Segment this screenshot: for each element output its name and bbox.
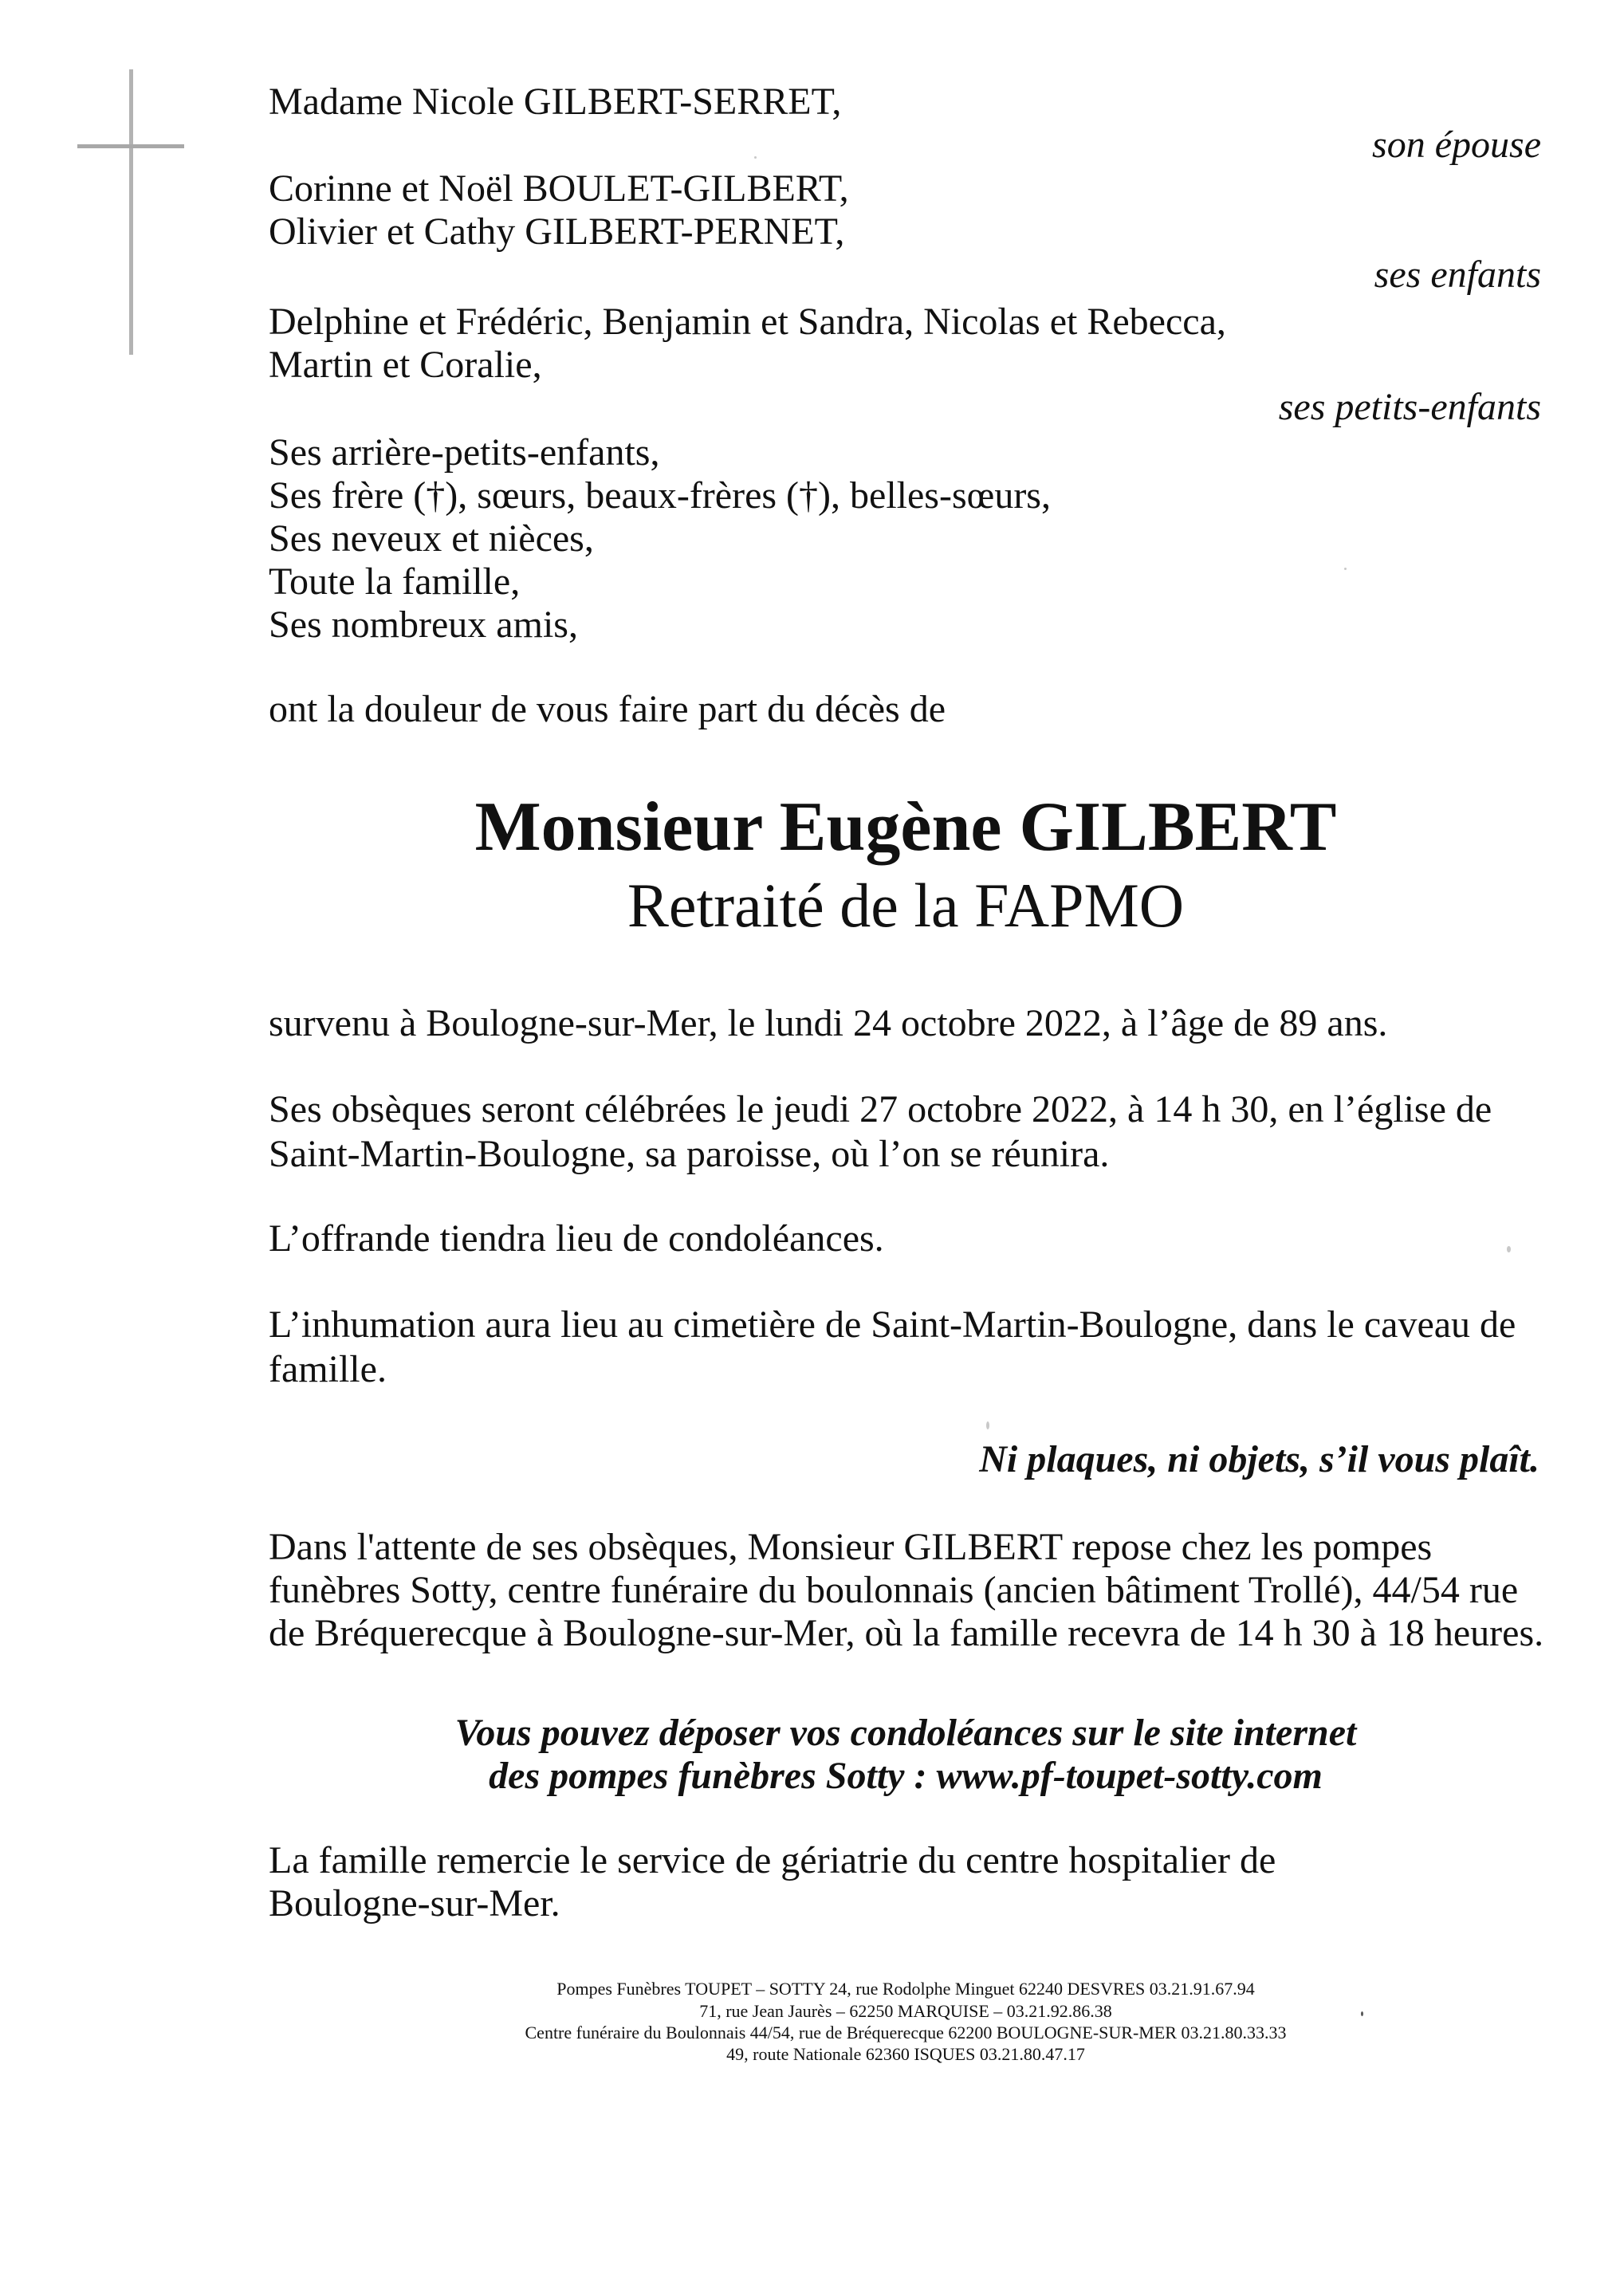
cross-horizontal-bar	[77, 144, 184, 148]
announcement-text: ont la douleur de vous faire part du décès de	[269, 688, 946, 730]
child-line-2: Olivier et Cathy GILBERT-PERNET,	[269, 210, 845, 253]
footer-line-desvres: Pompes Funèbres TOUPET – SOTTY 24, rue Rodolphe Minguet 62240 DESVRES 03.21.91.67.94	[556, 1979, 1255, 1999]
family-line: Toute la famille,	[269, 560, 521, 603]
condolences-website-line: des pompes funèbres Sotty : www.pf-toupet-sotty.com	[489, 1755, 1323, 1797]
grandchildren-line-2: Martin et Coralie,	[269, 344, 542, 386]
spouse-relation: son épouse	[1372, 124, 1541, 166]
child-line-1: Corinne et Noël BOULET-GILBERT,	[269, 167, 849, 210]
viewing-line-1: Dans l'attente de ses obsèques, Monsieur GILBERT repose chez les pompes	[269, 1526, 1433, 1568]
burial-line-2: famille.	[269, 1348, 387, 1390]
viewing-line-2: funèbres Sotty, centre funéraire du boulonnais (ancien bâtiment Trollé), 44/54 rue	[269, 1569, 1519, 1611]
condolences-line-1: Vous pouvez déposer vos condoléances sur le site internet	[454, 1712, 1357, 1754]
scan-speck	[1344, 568, 1347, 570]
family-line: Ses nombreux amis,	[269, 603, 578, 646]
family-line: Ses arrière-petits-enfants,	[269, 431, 660, 474]
thanks-line-2: Boulogne-sur-Mer.	[269, 1882, 560, 1924]
cross-vertical-bar	[129, 69, 133, 355]
thanks-line-1: La famille remercie le service de gériatrie du centre hospitalier de	[269, 1839, 1276, 1881]
no-flowers-note: Ni plaques, ni objets, s’il vous plaît.	[979, 1438, 1539, 1480]
death-paragraph: survenu à Boulogne-sur-Mer, le lundi 24 octobre 2022, à l’âge de 89 ans.	[269, 1002, 1388, 1044]
footer-line-isques: 49, route Nationale 62360 ISQUES 03.21.80.47.17	[726, 2044, 1085, 2064]
deceased-title: Retraité de la FAPMO	[627, 871, 1185, 940]
deceased-name: Monsieur Eugène GILBERT	[474, 788, 1337, 866]
burial-line-1: L’inhumation aura lieu au cimetière de Saint-Martin-Boulogne, dans le caveau de	[269, 1303, 1516, 1346]
grandchildren-relation: ses petits-enfants	[1278, 386, 1541, 428]
family-line: Ses frère (†), sœurs, beaux-frères (†), belles-sœurs,	[269, 474, 1051, 517]
scan-speck	[1507, 1246, 1511, 1252]
funeral-line-1: Ses obsèques seront célébrées le jeudi 27 octobre 2022, à 14 h 30, en l’église de	[269, 1088, 1492, 1130]
family-line: Ses neveux et nièces,	[269, 517, 594, 560]
offering-paragraph: L’offrande tiendra lieu de condoléances.	[269, 1217, 884, 1260]
spouse-name: Madame Nicole GILBERT-SERRET,	[269, 81, 842, 123]
grandchildren-line-1: Delphine et Frédéric, Benjamin et Sandra, Nicolas et Rebecca,	[269, 301, 1226, 343]
funeral-line-2: Saint-Martin-Boulogne, sa paroisse, où l’on se réunira.	[269, 1133, 1110, 1175]
scan-speck	[986, 1421, 989, 1429]
scan-speck	[1361, 2011, 1363, 2016]
footer-line-boulogne: Centre funéraire du Boulonnais 44/54, rue de Bréquerecque 62200 BOULOGNE-SUR-MER 03.21.80.33.33	[525, 2023, 1287, 2042]
children-relation: ses enfants	[1374, 254, 1541, 296]
footer-line-marquise: 71, rue Jean Jaurès – 62250 MARQUISE – 03.21.92.86.38	[699, 2001, 1112, 2021]
viewing-line-3: de Bréquerecque à Boulogne-sur-Mer, où la famille recevra de 14 h 30 à 18 heures.	[269, 1612, 1544, 1654]
scan-speck	[754, 156, 757, 159]
